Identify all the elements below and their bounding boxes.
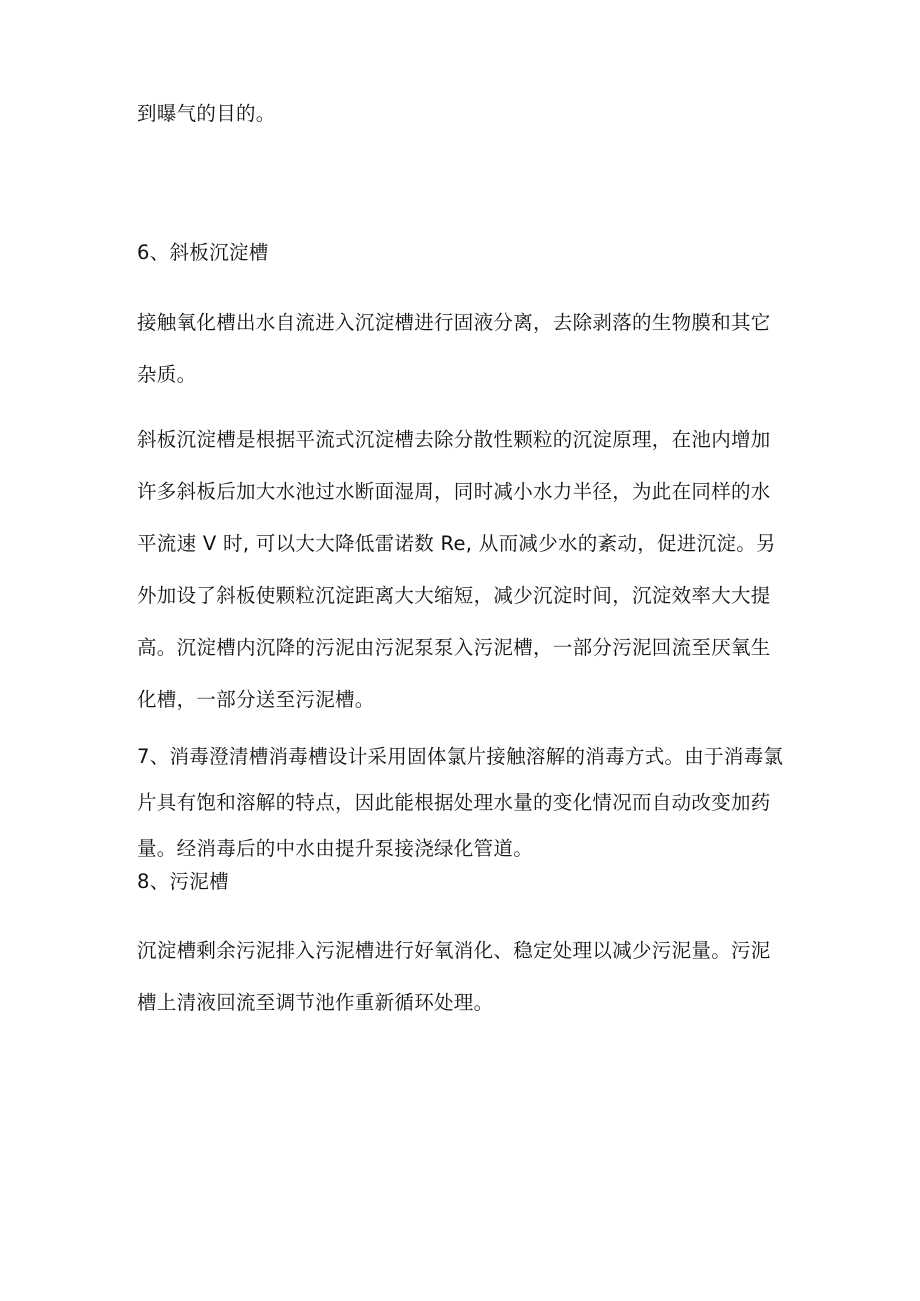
paragraph-6-intro [137, 310, 787, 388]
heading-text: 8、污泥槽 [137, 870, 229, 893]
paragraph-8 [137, 938, 787, 1016]
text-line: 平流速 V 时, 可以大大降低雷诺数 Re, 从而减少水的紊动，促进沉淀。另 [137, 532, 776, 555]
text-line: 接触氧化槽出水自流进入沉淀槽进行固液分离，去除剥落的生物膜和其它 [137, 311, 771, 334]
text-line: 槽上清液回流至调节池作重新循环处理。 [137, 991, 494, 1014]
section-heading-8 [137, 869, 787, 895]
text-line: 7、消毒澄清槽消毒槽设计采用固体氯片接触溶解的消毒方式。由于消毒氯 [137, 745, 784, 768]
section-heading-6 [137, 240, 787, 266]
text-line: 量。经消毒后的中水由提升泵接浇绿化管道。 [137, 837, 534, 860]
text-line: 到曝气的目的。 [137, 102, 276, 125]
text-line: 斜板沉淀槽是根据平流式沉淀槽去除分散性颗粒的沉淀原理，在池内增加 [137, 428, 771, 451]
text-line: 沉淀槽剩余污泥排入污泥槽进行好氧消化、稳定处理以减少污泥量。污泥 [137, 939, 771, 962]
text-line: 许多斜板后加大水池过水断面湿周，同时减小水力半径，为此在同样的水 [137, 480, 771, 503]
paragraph-7 [137, 744, 787, 862]
text-line: 化槽，一部分送至污泥槽。 [137, 688, 375, 711]
text-line: 高。沉淀槽内沉降的污泥由污泥泵泵入污泥槽，一部分污泥回流至厌氧生 [137, 636, 771, 659]
text-line: 外加设了斜板使颗粒沉淀距离大大缩短，减少沉淀时间，沉淀效率大大提 [137, 584, 771, 607]
paragraph-intro [137, 101, 787, 127]
heading-text: 6、斜板沉淀槽 [137, 241, 269, 264]
text-line: 杂质。 [137, 363, 197, 386]
text-line: 片具有饱和溶解的特点，因此能根据处理水量的变化情况而自动改变加药 [137, 791, 771, 814]
paragraph-6-detail [137, 427, 787, 713]
